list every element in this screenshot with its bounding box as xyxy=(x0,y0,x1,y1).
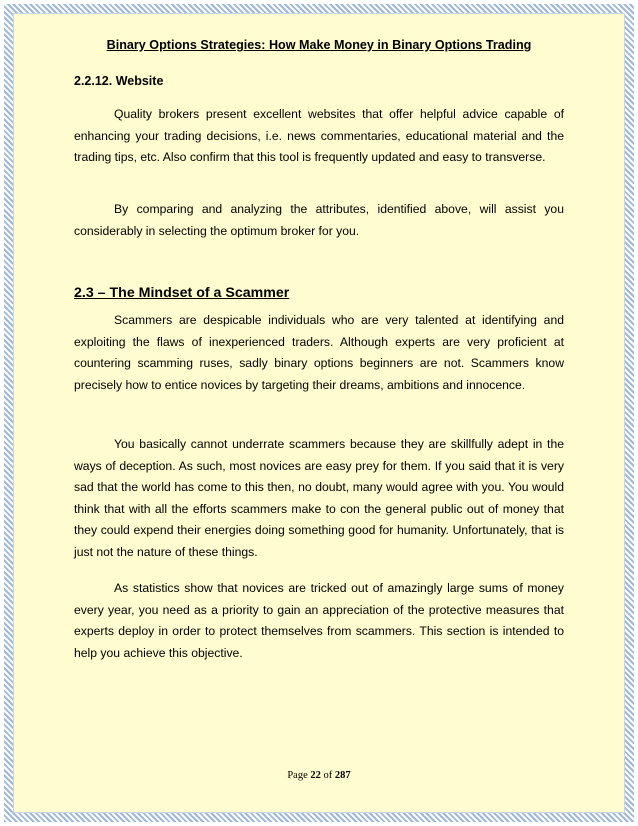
paragraph: You basically cannot underrate scammers because they are skillfully adept in the ways of deception. As such, most novices are easy prey for them. If you said that it is very sad that the world has come to this then, no doubt, many would agree with you. You would think that with all the efforts scammers make to con the general public out of money that they could expend their energies doing something good for humanity. Unfortunately, that is just not the nature of these things. xyxy=(74,437,564,559)
running-header: Binary Options Strategies: How Make Money in Binary Options Trading xyxy=(106,38,532,52)
section-heading: 2.3 – The Mindset of a Scammer xyxy=(74,285,290,301)
page-footer xyxy=(0,770,638,781)
subsection-heading: 2.2.12. Website xyxy=(74,74,164,88)
total-pages: 287 xyxy=(334,770,351,781)
page-number: 22 xyxy=(310,770,321,781)
paragraph: By comparing and analyzing the attributes, identified above, will assist you considerably in selecting the optimum broker for you. xyxy=(74,202,564,238)
page-label: Page xyxy=(287,770,308,781)
paragraph: Scammers are despicable individuals who are very talented at identifying and exploiting the flaws of inexperienced traders. Although experts are very proficient at countering scamming ruses, sadly binary options beginners are not. Scammers know precisely how to entice novices by targeting their dreams, ambitions and innocence. xyxy=(74,313,564,392)
paragraph: As statistics show that novices are tricked out of amazingly large sums of money every year, you need as a priority to gain an appreciation of the protective measures that experts deploy in order to protect themselves from scammers. This section is intended to help you achieve this objective. xyxy=(74,581,564,660)
of-label: of xyxy=(323,770,333,781)
paragraph: Quality brokers present excellent websites that offer helpful advice capable of enhancing your trading decisions, i.e. news commentaries, educational material and the trading tips, etc. Also confirm that this tool is frequently updated and easy to transverse. xyxy=(74,107,564,165)
